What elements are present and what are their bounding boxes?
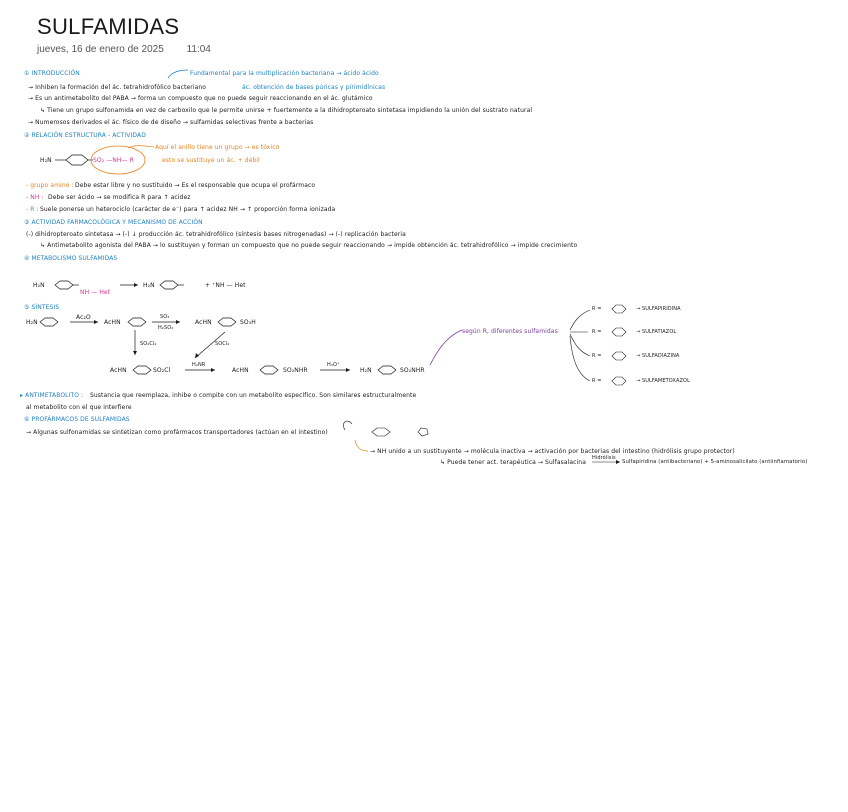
synth-so2nhr: SO₂NHR (283, 367, 308, 374)
section-6-heading: ⑥ PROFÁRMACOS DE SULFAMIDAS (24, 416, 130, 423)
synth-benzene-2 (128, 318, 146, 326)
synth-h2n-final: H₂N (360, 367, 372, 374)
synth-achn-3: AcHN (110, 367, 127, 374)
antimetabolito-def-1: Sustancia que reemplaza, inhibe o compite con un metabolito específico. Son similares estructuralmente (90, 392, 417, 399)
section-3-heading: ③ ACTIVIDAD FARMACOLÓGICA Y MECANISMO DE ACCIÓN (24, 219, 203, 226)
section-1-line-3: ↳ Tiene un grupo sulfonamida en vez de carboxilo que le permite unirse + fuertemente a la dihidropteroato sintetasa impidiendo la unión del sustrato natural (40, 107, 533, 114)
synth-benzene-1 (40, 318, 58, 326)
sar-sulfonyl: SO₂ —NH— R (93, 157, 134, 164)
section-6-line-2: → NH unido a un sustituyente → molécula inactiva → activación por bacterias del intestino (hidrólisis grupo protector) (370, 448, 735, 455)
metab-benzene-left (55, 281, 79, 289)
metab-h2n-right: H₂N (143, 282, 155, 289)
section-6-hydrolysis: Hidrólisis (592, 455, 616, 461)
page-date: jueves, 16 de enero de 2025 (37, 44, 164, 55)
prodrug-structure (343, 421, 428, 436)
synth-benzene-5 (260, 366, 278, 374)
sulfapiridina: → SULFAPIRIDINA (636, 306, 681, 312)
r-label-4: R = (592, 378, 602, 384)
synth-r-note: según R, diferentes sulfamidas (462, 328, 558, 335)
section-6-line-3b: Sulfapiridina (antibacteriano) + 5-aminosalicilato (antiinflamatorio) (622, 459, 808, 465)
synth-achn-1: AcHN (104, 319, 121, 326)
r-label-1: R = (592, 306, 602, 312)
sar-bullet-1-key: - grupo amino : (26, 182, 74, 189)
synth-achn-4: AcHN (232, 367, 249, 374)
metab-plus-het: + ⁺NH — Het (205, 282, 246, 289)
section-6-line-1: → Algunas sulfonamidas se sintetizan como profármacos transportadores (actúan en el intestino) (26, 429, 328, 436)
synth-reagent-so3: SO₃ (160, 314, 170, 320)
synth-reagent-ac2o: Ac₂O (76, 314, 91, 321)
synth-reagent-h3o: H₃O⁺ (327, 362, 340, 368)
r-fan (570, 310, 590, 381)
section-2-heading: ② RELACIÓN ESTRUCTURA - ACTIVIDAD (24, 132, 146, 139)
metab-nh-het: NH — Het (80, 289, 111, 296)
antimetabolito-def-2: al metabolito con el que interfiere (26, 404, 132, 411)
section-1-line-1-note: ác. obtención de bases púricas y pirimidínicas (242, 84, 386, 91)
sulfadiazina: → SULFADIAZINA (636, 353, 680, 359)
section-6-line-3a: ↳ Puede tener act. terapéutica → Sulfasalacina (440, 459, 586, 466)
section-4-heading: ④ METABOLISMO SULFAMIDAS (24, 255, 118, 262)
antimetabolito-key: ▸ ANTIMETABOLITO : (20, 392, 84, 399)
sar-bullet-3: Suele ponerse un heterociclo (carácter de e⁻) para ↑ acidez NH → ↑ proporción forma ionizada (40, 206, 336, 213)
synth-start: H₂N (26, 319, 38, 326)
page-title: SULFAMIDAS (37, 14, 180, 39)
synth-reagent-h2nr: H₂NR (192, 362, 206, 368)
synth-achn-2: AcHN (195, 319, 212, 326)
synth-benzene-3 (218, 318, 236, 326)
section-1-line-2: → Es un antimetabolito del PABA → forma un compuesto que no puede seguir reaccionando en el ác. glutámico (28, 95, 373, 102)
section-1-line-1: → Inhiben la formación del ác. tetrahidrofólico bacteriano (28, 84, 207, 91)
synth-so3h: SO₃H (240, 319, 256, 326)
sar-note-2: esto se sustituye un ác. + débil (162, 157, 260, 164)
sar-h2n: H₂N (40, 157, 52, 164)
synth-benzene-4 (133, 366, 151, 374)
r-rings (612, 305, 626, 385)
synth-reagent-socl2: SOCl₂ (215, 341, 230, 347)
metab-benzene-right (160, 281, 184, 289)
sar-bullet-2-key: - NH : (26, 194, 44, 201)
sar-bullet-3-key: - R : (26, 206, 39, 213)
sar-bullet-1: Debe estar libre y no sustituido → Es el responsable que ocupa el profármaco (75, 182, 316, 189)
synth-reagent-h2so4: H₂SO₄ (158, 325, 174, 331)
synth-benzene-6 (378, 366, 396, 374)
section-1-note-top: Fundamental para la multiplicación bacteriana → ácido ácido (190, 70, 379, 77)
r-label-3: R = (592, 353, 602, 359)
section-3-line-2: ↳ Antimetabolito agonista del PABA → lo sustituyen y forman un compuesto que no puede seguir reaccionando → impide obtención ác. tetrahidrofólico → impide crecimiento (40, 242, 578, 249)
sulfametoxazol: → SULFAMETOXAZOL (636, 378, 690, 384)
page-time: 11:04 (186, 44, 211, 55)
synth-so2nhr-final: SO₂NHR (400, 367, 425, 374)
synth-reagent-so2cl2: SO₂Cl₂ (140, 341, 157, 347)
sulfatiazol: → SULFATIAZOL (636, 329, 677, 335)
section-5-heading: ⑤ SÍNTESIS (24, 304, 60, 311)
synth-so2cl: SO₂Cl (153, 367, 171, 374)
sar-note-1: Aquí el anillo tiene un grupo → es tóxico (155, 144, 280, 151)
sar-bullet-2: Debe ser ácido → se modifica R para ↑ acidez (48, 194, 191, 201)
section-3-line-1: (-) dihidropteroato sintetasa → (-) ↓ producción ác. tetrahidrofólico (síntesis bases nitrogenadas) → (-) replicación bacteria (26, 231, 406, 238)
section-1-heading: ① INTRODUCCIÓN (24, 70, 80, 77)
section-1-line-4: → Numerosos derivados el ác. físico de de diseño → sulfamidas selectivas frente a bacterias (28, 119, 314, 126)
sar-benzene (55, 155, 93, 165)
r-label-2: R = (592, 329, 602, 335)
metab-h2n-left: H₂N (33, 282, 45, 289)
